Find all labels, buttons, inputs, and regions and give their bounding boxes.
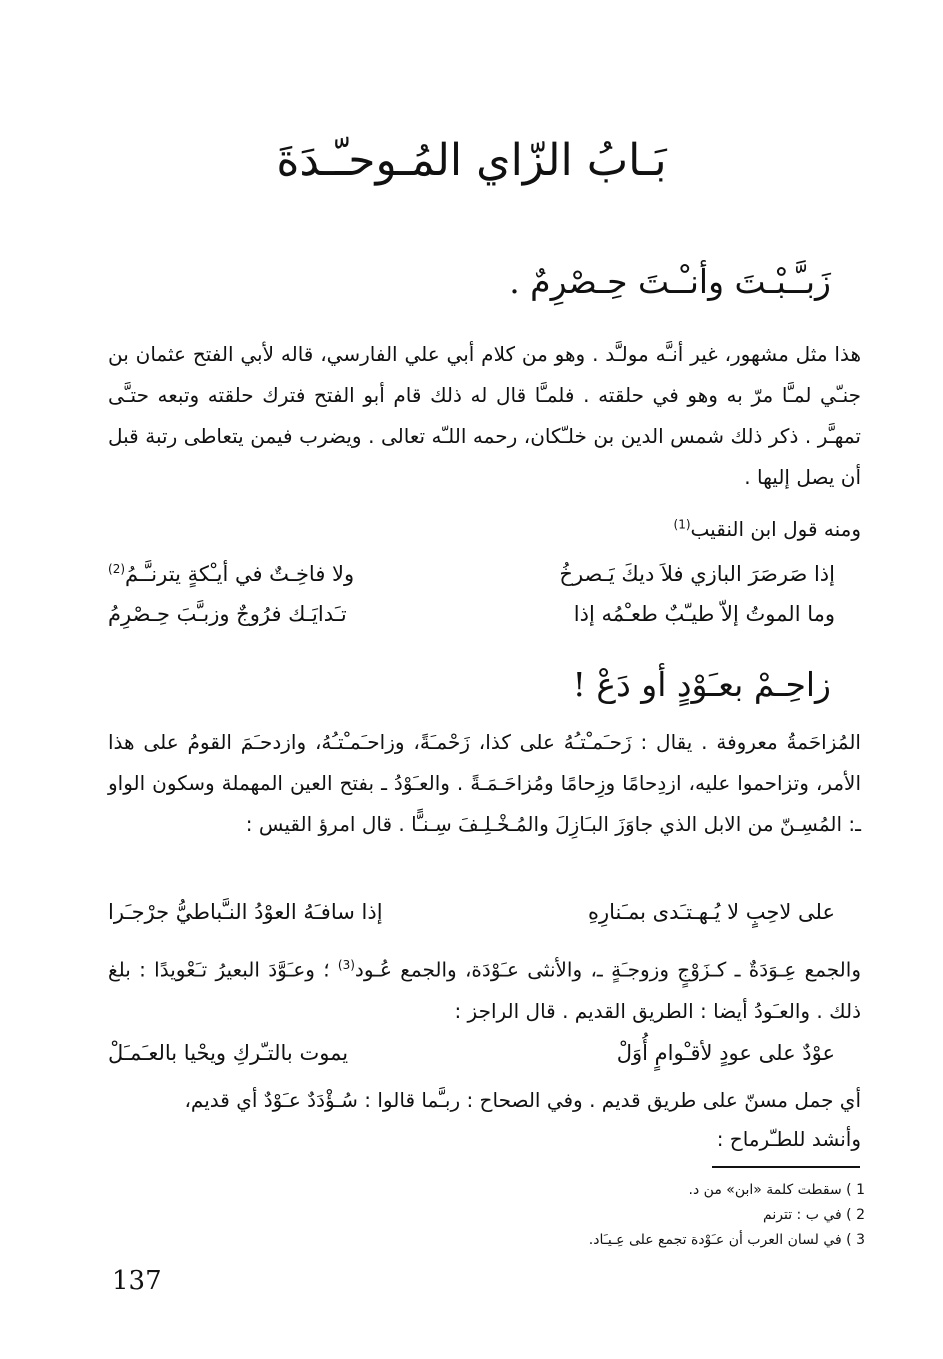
footnote-ref-2: (2) bbox=[108, 562, 126, 576]
paragraph-3-start: والجمع عِـوَدَةٌ ـ كـزَوْجٍ وزوجـَةٍ ـ، والأنثى عـَوْدَة، والجمع عُـود bbox=[354, 957, 861, 982]
paragraph-2: المُزاحَمةُ معروفة . يقال : زَحـَمـْتـُهُ على كذا، زَحْمـَةً، وزاحـَمـْتـُهُ، وازدحـَمَ القومُ على هذا الأمر، وتزاحموا عليه، ازدِحامًا وزِحامًا ومُزاحَـمَـةً . والعـَوْدُ ـ بفتح العين المهملة وسكون الواو ـ: المُسِـنّ من الابل الذي جاوَزَ البـَازِلَ والمُـخْـلِـفَ سِـنـًّا . قال امرؤ القيس : bbox=[108, 730, 861, 836]
verse-4-first-hemistich: عوْدٌ على عودٍ لأقـْوامٍ أُوَلْ bbox=[616, 1041, 835, 1065]
verse-4 bbox=[0, 1041, 943, 1077]
footnote-text: سقطت كلمة «ابن» من د. bbox=[688, 1182, 842, 1198]
footnote-number: 3 bbox=[856, 1232, 865, 1248]
verse-2-second-hemistich: تـَدايَـك فرُوجٌ وزبـَّبَ حِـصْرِمُ bbox=[108, 602, 347, 626]
footnote-1: 1 ) سقطت كلمة «ابن» من د. bbox=[688, 1182, 865, 1198]
quote-intro-text: ومنه قول ابن النقيب bbox=[690, 517, 861, 541]
footnote-separator bbox=[712, 1166, 860, 1168]
footnote-ref-1: (1) bbox=[673, 517, 691, 532]
proverb-heading-1: زَبـَّـبْـتَ وأنـْـتَ حِـصْرِمٌ . bbox=[509, 262, 831, 301]
footnote-2: 2 ) في ب : تترنم bbox=[763, 1207, 865, 1223]
footnote-number: 2 bbox=[856, 1207, 865, 1223]
footnote-text: في ب : تترنم bbox=[763, 1207, 842, 1223]
paragraph-3-end: ؛ وعـَوَّدَ البعيرُ تـَعْويدًا : بلغ ذلك . والعـَودُ أيضا : الطريق القديم . قال الراجز : bbox=[108, 957, 861, 1023]
verse-2-first-hemistich: وما الموتُ إلاّ طيـّبٌ طعـْمُه إذا bbox=[573, 602, 835, 626]
verse-3 bbox=[0, 900, 943, 936]
verse-2 bbox=[0, 602, 943, 638]
verse-3-second-hemistich: إذا سافـَهُ العوْدُ النـَّباطيُّ جرْجـَرا bbox=[108, 900, 383, 924]
paragraph-4-line-1: أي جمل مسنّ على طريق قديم . وفي الصحاح : ربـَّما قالوا : سُـؤْدَدٌ عـَوْدٌ أي قديم، bbox=[184, 1088, 861, 1112]
footnote-text: في لسان العرب أن عـَوْدة تجمع على عِـيـَاد. bbox=[588, 1232, 842, 1248]
page-number: 137 bbox=[112, 1266, 162, 1296]
footnote-3: 3 ) في لسان العرب أن عـَوْدة تجمع على عِـيـَاد. bbox=[588, 1232, 865, 1248]
verse-1-second-text: ولا فاخِـتٌ في أيـْكةٍ يترنـَّـمُ bbox=[125, 562, 355, 586]
paragraph-1: هذا مثل مشهور، غير أنـَّه مولـَّد . وهو من كلام أبي علي الفارسي، قاله لأبي الفتح عثمان بن جنـّي لمـَّا مرّ به وهو في حلقته . فلمـَّا قال له ذلك قام أبو الفتح فترك حلقته وتبعه حتـَّى تمهـَّر . ذكر ذلك شمس الدين بن خلـّكان، رحمه اللـّه تعالى . ويضرب فيمن يتعاطى رتبة قبل أن يصل إليها . bbox=[108, 342, 861, 489]
verse-1-second-hemistich bbox=[108, 562, 354, 586]
footnote-number: 1 bbox=[856, 1182, 865, 1198]
paragraph-4-line-2: وأنشد للطـّرماح : bbox=[716, 1127, 861, 1151]
verse-4-second-hemistich: يموت بالتـّركِ ويحْيا بالعـَمـَلْ bbox=[108, 1041, 349, 1065]
verse-3-first-hemistich: على لاحِبٍ لا يُـهـتـَدى بمـَنارِهِ bbox=[587, 900, 835, 924]
proverb-heading-2: زاحِـمْ بعـَوْدٍ أو دَعْ ! bbox=[572, 665, 831, 704]
footnote-ref-3: (3) bbox=[337, 958, 355, 972]
verse-1-first-hemistich: إذا صَرصَرَ البازي فلاَ ديكَ يَـصرخُ bbox=[559, 562, 835, 586]
paragraph-3 bbox=[108, 945, 861, 1032]
quote-intro bbox=[674, 517, 861, 541]
verse-1 bbox=[0, 562, 943, 598]
chapter-title: بَـابُ الزّاي المُـوحـّـدَةَ bbox=[276, 135, 667, 186]
footnotes bbox=[589, 1178, 865, 1253]
